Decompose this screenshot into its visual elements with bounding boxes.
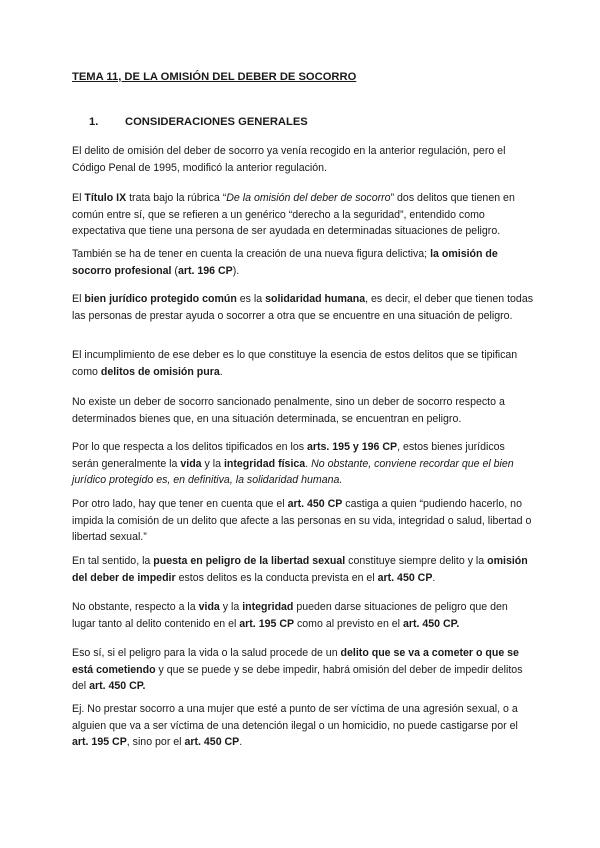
text-run: En tal sentido, la <box>72 555 154 567</box>
text-run: No existe un deber de socorro sancionado penalmente, sino un deber de socorro respecto a determinados bienes que, en una situación determinada, se encuentran en peligro. <box>72 396 505 425</box>
paragraph <box>72 553 534 586</box>
bold-text: arts. 195 y 196 CP <box>306 441 398 453</box>
document-title: TEMA 11, DE LA OMISIÓN DEL DEBER DE SOCORRO <box>72 71 357 83</box>
bold-text: la omisión de socorro profesional <box>72 248 498 277</box>
text-run: estos delitos es la conducta prevista en el <box>175 571 378 584</box>
text-run: constituye siempre delito y la <box>345 555 488 567</box>
text-run: El incumplimiento de ese deber es lo que constituye la esencia de estos delitos que se tipifican como <box>72 349 518 378</box>
bold-text: Título IX <box>84 192 127 204</box>
text-run: También se ha de tener en cuenta la creación de una nueva figura delictiva; <box>72 248 431 260</box>
paragraph <box>72 190 534 240</box>
text-run: Por otro lado, hay que tener en cuenta que el <box>72 498 288 510</box>
bold-text: delito que se va a cometer o que se está cometiendo <box>72 647 519 676</box>
paragraph <box>72 394 534 427</box>
text-run: y la <box>219 601 243 613</box>
bold-text: puesta en peligro de la libertad sexual <box>153 555 346 567</box>
text-run: El delito de omisión del deber de socorro ya venía recogido en la anterior regulación, pero el Código Penal de 1995, modificó la anterior regulación. <box>72 145 506 174</box>
text-run: es la <box>236 293 266 305</box>
paragraph <box>72 439 534 489</box>
paragraph <box>72 599 534 632</box>
text-run: Por lo que respecta a los delitos tipificados en los <box>72 441 307 453</box>
italic-text: No obstante, conviene recordar que el bien jurídico protegido es, en definitiva, la solidaridad humana. <box>72 457 514 486</box>
text-run: El <box>72 192 85 204</box>
text-run: . <box>305 457 312 470</box>
paragraph <box>72 701 534 751</box>
paragraph <box>72 143 534 176</box>
text-run: ( <box>171 264 178 277</box>
bold-text: art. 450 CP. <box>402 617 460 630</box>
bold-text: integridad <box>242 601 294 613</box>
text-run: pueden darse situaciones de peligro que den lugar tanto al delito contenido en el <box>72 601 508 630</box>
bold-text: art. 450 CP. <box>89 680 146 692</box>
bold-text: integridad física <box>223 457 306 470</box>
bold-text: bien jurídico protegido común <box>84 293 237 305</box>
text-run: Eso sí, si el peligro para la vida o la salud procede de un <box>72 647 341 659</box>
text-run: , sino por el <box>126 736 185 748</box>
bold-text: solidaridad humana <box>265 293 366 305</box>
text-run: como al previsto en el <box>294 617 403 630</box>
text-run: Ej. No prestar socorro a una mujer que esté a punto de ser víctima de una agresión sexual, o a alguien que va a ser víctima de una detención ilegal o un homicidio, no puede castigarse por el <box>72 703 518 732</box>
bold-text: vida <box>198 601 220 613</box>
text-run: , estos bienes jurídicos serán generalmente la <box>72 441 505 470</box>
bold-text: omisión del deber de impedir <box>72 555 528 584</box>
bold-text: art. 196 CP <box>177 264 233 277</box>
text-run: ” dos delitos que tienen en común entre sí, que se refieren a un genérico “derecho a la seguridad”, entendido como expectativa que tiene una persona de ser ayudada en determinadas situaciones de peligro. <box>72 192 515 237</box>
paragraph <box>72 645 534 695</box>
text-run: trata bajo la rúbrica “ <box>126 192 227 204</box>
bold-text: art. 450 CP <box>377 571 433 584</box>
text-run: y la <box>201 457 224 470</box>
text-run: , es decir, el deber que tienen todas las personas de prestar ayuda o socorrer a otra que se encuentre en una situación de peligro. <box>72 293 534 322</box>
text-run: y que se puede y se debe impedir, habrá omisión del deber de impedir delitos del <box>72 663 523 692</box>
paragraph <box>72 291 534 324</box>
text-run: . <box>239 736 243 748</box>
bold-text: art. 195 CP <box>239 617 295 630</box>
paragraph <box>72 246 534 279</box>
bold-text: delitos de omisión pura <box>100 365 220 378</box>
italic-text: De la omisión del deber de socorro <box>226 192 391 204</box>
paragraph <box>72 347 534 380</box>
bold-text: art. 195 CP <box>72 736 127 748</box>
bold-text: art. 450 CP <box>184 736 240 748</box>
text-run: castiga a quien “pudiendo hacerlo, no impida la comisión de un delito que afecte a las personas en su vida, integridad o salud, libertad o libertad sexual.” <box>72 498 532 543</box>
text-run: . <box>432 571 436 584</box>
section-heading <box>89 116 308 128</box>
text-run: ). <box>232 264 240 277</box>
text-run: El <box>72 293 85 305</box>
paragraph <box>72 496 534 546</box>
section-number: 1. <box>89 116 99 128</box>
text-run: No obstante, respecto a la <box>72 601 199 613</box>
text-run: . <box>219 365 223 378</box>
bold-text: art. 450 CP <box>287 498 343 510</box>
bold-text: vida <box>180 457 202 470</box>
section-title: CONSIDERACIONES GENERALES <box>125 116 308 128</box>
